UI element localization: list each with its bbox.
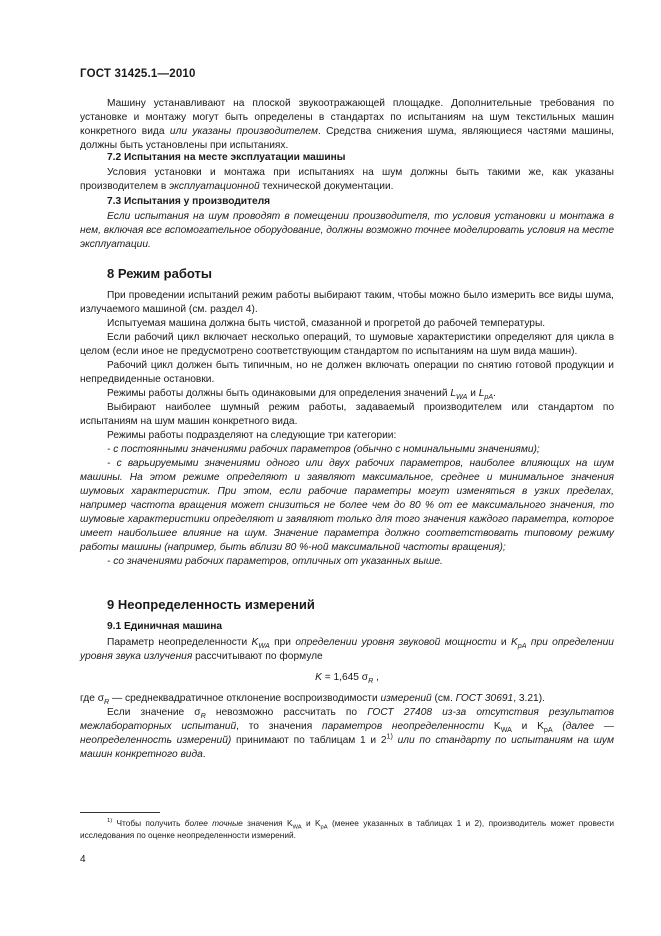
section-8-p3: Если рабочий цикл включает несколько операций, то шумовые характеристики определяют для цикла в целом (если иное не предусмотрено соответствующим стандартом по испытаниям на шум вида машин).: [80, 332, 614, 357]
formula: K = 1,645 $\sigma_R$ ,: [315, 672, 379, 686]
section-9-1-heading: 9.1 Единичная машина: [107, 621, 223, 632]
intro-block: [80, 97, 614, 153]
section-7-2-heading: 7.2 Испытания на месте эксплуатации машины: [107, 152, 346, 163]
document-header: ГОСТ 31425.1—2010: [80, 68, 196, 80]
page-number: 4: [80, 854, 86, 865]
footnote: [80, 817, 614, 841]
section-8-p5: Режимы работы должны быть одинаковыми для определения значений $L_{WA}$ и $L_{pA}$.: [107, 388, 496, 402]
section-8-p7: Режимы работы подразделяют на следующие три категории:: [107, 430, 397, 441]
section-9-body: [80, 620, 614, 664]
section-9-body-2: [80, 692, 614, 762]
section-9-heading: 9 Неопределенность измерений: [107, 597, 315, 612]
section-9-p3: Если значение $\sigma_R$ невозможно рассчитать по ГОСТ 27408 из-за отсутствия результатов межлабораторных испытаний, то значения параметров неопределенности $K_{WA}$ и $K_{pA}$ (далее — неопределенность измерений) принимают по таблицам 1 и 2$^{1)}$ или по стандарту по испытаниям на шум машин конкретного вида.: [80, 707, 615, 760]
section-9-p1: Параметр неопределенности $K_{WA}$ при определении уровня звуковой мощности и $K_{pA}$ при определении уровня звука излучения рассчитывают по формуле: [80, 637, 614, 662]
section-8-p10: - со значениями рабочих параметров, отличных от указанных выше.: [107, 556, 443, 567]
section-7-2: [80, 151, 614, 194]
section-8-heading: 8 Режим работы: [107, 266, 212, 281]
section-8-p9: - с варьируемыми значениями одного или двух рабочих параметров, наиболее влияющих на шум машины. На этом режиме определяют и заявляют максимальное, среднее и минимальное значения шумовых характеристик. При этом, если рабочие параметры могут изменяться в узких пределах, например частота вращения может снизиться не более чем до 80 % от ее максимального значения, то шумовые характеристики определяют и заявляют только для того значения каждого параметра, которое имеет наибольшее влияние на шум. Значение параметра должно соответствовать типовому режиму работы машины (например, быть вблизи 80 %-ной максимальной частоты вращения);: [80, 458, 614, 553]
intro-paragraph: Машину устанавливают на плоской звукоотражающей площадке. Дополнительные требования по установке и монтажу могут быть определены в стандартах по испытаниям на шум текстильных машин конкретного вида или указаны производителем. Средства снижения шума, являющиеся частями машины, должны быть установлены при испытаниях.: [80, 98, 614, 151]
section-7-3-paragraph: Если испытания на шум проводят в помещении производителя, то условия установки и монтажа в нем, включая все вспомогательное оборудование, должны возможно точнее моделировать условия на месте эксплуатации.: [80, 211, 614, 250]
section-8-p8: - с постоянными значениями рабочих параметров (обычно с номинальными значениями);: [107, 444, 540, 455]
section-8-p1: При проведении испытаний режим работы выбирают таким, чтобы можно было измерить все виды шума, излучаемого машиной (см. раздел 4).: [80, 290, 614, 315]
section-7-3: [80, 195, 614, 252]
section-7-2-paragraph: Условия установки и монтажа при испытаниях на шум должны быть такими же, как указаны производителем в эксплуатационной технической документации.: [80, 167, 614, 192]
section-8-p2: Испытуемая машина должна быть чистой, смазанной и прогретой до рабочей температуры.: [107, 318, 546, 329]
section-8-body: [80, 289, 614, 569]
footnote-text: $^{1)}$ Чтобы получить более точные значения $K_{WA}$ и $K_{pA}$ (менее указанных в таблицах 1 и 2), производитель может провести исследования по оценке неопределенности измерений.: [80, 818, 615, 840]
section-7-3-heading: 7.3 Испытания у производителя: [107, 196, 271, 207]
section-8-p6: Выбирают наиболее шумный режим работы, задаваемый производителем или стандартом по испытаниям на шум машин конкретного вида.: [80, 402, 614, 427]
section-8-p4: Рабочий цикл должен быть типичным, но не должен включать операции по снятию готовой продукции и непредвиденные остановки.: [80, 360, 614, 385]
section-9-p2: где $\sigma_R$ — среднеквадратичное отклонение воспроизводимости измерений (см. ГОСТ 30691, 3.21).: [80, 693, 545, 707]
footnote-divider: [80, 812, 160, 813]
